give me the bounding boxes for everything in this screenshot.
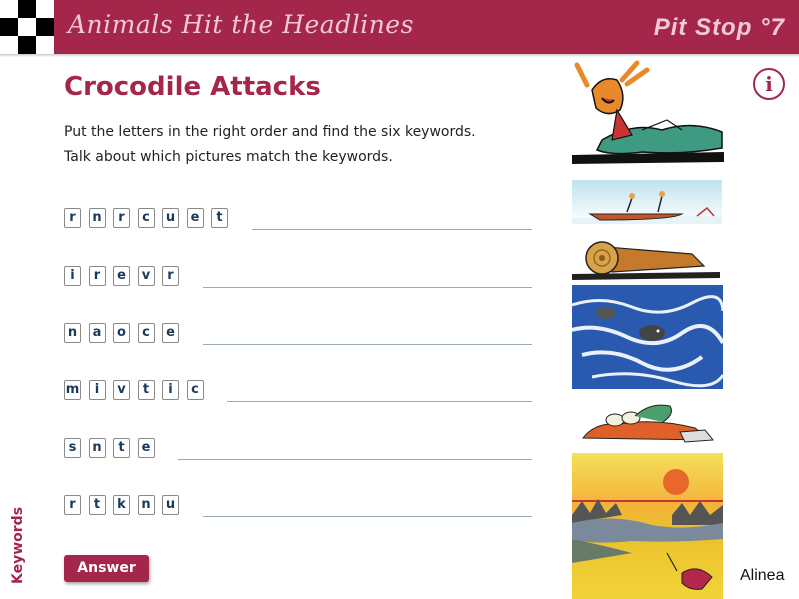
letter-tile[interactable]: k: [113, 495, 130, 515]
picture-rough-water: [572, 285, 723, 389]
header-bar: [0, 0, 799, 54]
letter-tile[interactable]: i: [162, 380, 179, 400]
letter-tile[interactable]: c: [187, 380, 204, 400]
letter-tile[interactable]: c: [138, 208, 155, 228]
picture-man-screaming: [572, 60, 724, 172]
letter-tile[interactable]: r: [89, 266, 106, 286]
letter-tile[interactable]: i: [64, 266, 81, 286]
info-icon: i: [765, 72, 773, 96]
letter-tile[interactable]: o: [113, 323, 130, 343]
brand-logo: Alinea: [740, 567, 785, 584]
letter-tile[interactable]: t: [138, 380, 155, 400]
answer-input-line[interactable]: [203, 287, 533, 288]
letter-tile[interactable]: r: [64, 208, 81, 228]
letter-tile[interactable]: c: [138, 323, 155, 343]
letter-tile[interactable]: v: [113, 380, 130, 400]
letter-tile[interactable]: e: [187, 208, 204, 228]
letter-tile[interactable]: r: [113, 208, 130, 228]
letter-tile[interactable]: u: [162, 208, 179, 228]
answer-input-line[interactable]: [203, 344, 533, 345]
letter-tile[interactable]: n: [64, 323, 81, 343]
letter-tile[interactable]: v: [138, 266, 155, 286]
checkered-flag-logo: [0, 0, 54, 54]
letter-tile[interactable]: e: [113, 266, 130, 286]
letter-tile[interactable]: n: [89, 208, 106, 228]
answer-input-line[interactable]: [252, 229, 533, 230]
letter-tile[interactable]: e: [138, 438, 155, 458]
header-title: Animals Hit the Headlines: [68, 10, 414, 39]
letter-tile[interactable]: r: [64, 495, 81, 515]
letter-tile[interactable]: i: [89, 380, 106, 400]
letter-tile[interactable]: n: [138, 495, 155, 515]
picture-log: [572, 228, 720, 280]
side-label-keywords: Keywords: [10, 506, 26, 584]
instruction-line-2: Talk about which pictures match the keywords.: [64, 149, 393, 165]
answer-input-line[interactable]: [227, 401, 532, 402]
picture-canoe: [572, 180, 722, 224]
answer-input-line[interactable]: [178, 459, 532, 460]
letter-tile[interactable]: e: [162, 323, 179, 343]
picture-crocodile-nest: [575, 392, 722, 446]
letter-tile[interactable]: a: [89, 323, 106, 343]
answer-button[interactable]: Answer: [64, 555, 149, 582]
info-button[interactable]: [753, 68, 785, 100]
letter-tile[interactable]: t: [211, 208, 228, 228]
picture-sunset-river: [572, 453, 723, 599]
answer-input-line[interactable]: [203, 516, 533, 517]
header-shadow: [0, 54, 799, 57]
pit-stop-label: Pit Stop °7: [653, 14, 785, 41]
letter-tile[interactable]: n: [89, 438, 106, 458]
letter-tile[interactable]: m: [64, 380, 81, 400]
letter-tile[interactable]: t: [113, 438, 130, 458]
letter-tile[interactable]: r: [162, 266, 179, 286]
instruction-line-1: Put the letters in the right order and find the six keywords.: [64, 124, 476, 140]
letter-tile[interactable]: t: [89, 495, 106, 515]
page-title: Crocodile Attacks: [64, 72, 321, 102]
letter-tile[interactable]: s: [64, 438, 81, 458]
letter-tile[interactable]: u: [162, 495, 179, 515]
